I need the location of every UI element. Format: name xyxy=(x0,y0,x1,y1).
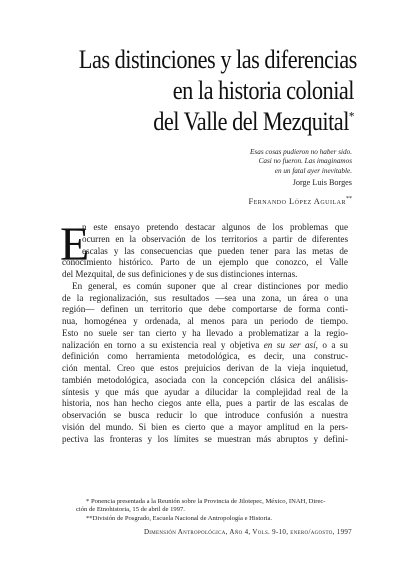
article-body xyxy=(60,218,348,445)
title-line-1: Las distinciones y las diferencias xyxy=(78,45,357,74)
footnote-1: * Ponencia presentada a la Reunión sobre la Provincia de Jilotepec, México, INAH, Direc- xyxy=(86,498,326,505)
body-line: de la regionalización, sus resultados —sea una zona, un área o una xyxy=(62,292,348,303)
body-line: escalas y las consecuencias que pueden tener para las metas de xyxy=(82,245,348,256)
body-line: ocurren en la observación de los territorios a partir de diferentes xyxy=(82,233,348,244)
body-line: ción mental. Creo que estos prejuicios derivan de la vieja inquietud, xyxy=(62,363,348,373)
footnotes xyxy=(76,498,350,523)
body-line: síntesis y que más que ayudar a dilucidar la complejidad real de la xyxy=(62,386,348,397)
body-line: observación se busca reducir lo que introduce confusión a nuestra xyxy=(62,410,348,420)
body-line: Esto no suele ser tan cierto y ha llevado a problematizar a la regio- xyxy=(62,327,348,338)
epigraph-author: Jorge Luis Borges xyxy=(292,178,352,188)
drop-cap: E xyxy=(60,218,90,271)
title-footnote-marker: * xyxy=(348,108,354,124)
body-line: n este ensayo pretendo destacar algunos de los problemas que xyxy=(82,222,348,232)
journal-footer: Dimensión Antropológica, Año 4, Vols. 9-10, enero/agosto, 1997 xyxy=(143,528,352,536)
body-line: también metodológica, asociada con la concepción clásica del análisis- xyxy=(62,374,348,385)
article-title xyxy=(78,44,357,137)
body-line: definición como herramienta metodológica, es decir, una construc- xyxy=(62,351,348,362)
title-line-3 xyxy=(79,106,354,137)
body-line: nua, homogénea y ordenada, al menos para un periodo de tiempo. xyxy=(62,316,348,326)
epigraph xyxy=(192,148,352,188)
body-line: pectiva las fronteras y los límites se muestran más abruptos y defini- xyxy=(62,433,348,444)
epigraph-line-1: Esas cosas pudieron no haber sido. xyxy=(250,148,352,156)
body-line: del Mezquital, de sus definiciones y de sus distinciones internas. xyxy=(62,269,298,279)
epigraph-line-3: en un fatal ayer inevitable. xyxy=(274,166,352,175)
body-line: En general, es común suponer que al crear distinciones por medio xyxy=(72,280,348,291)
footnote-2: **División de Posgrado, Escuela Nacional de Antropología e Historia. xyxy=(86,514,273,522)
body-line-part: , o a su xyxy=(315,339,348,350)
epigraph-line-2: Casi no fueron. Las imaginamos xyxy=(258,157,352,166)
title-line-3-text: del Valle del Mezquital xyxy=(153,107,349,136)
title-line-2: en la historia colonial xyxy=(172,76,354,105)
article-author xyxy=(248,196,352,206)
body-line-part: nalización en torno a su existencia real y objetiva xyxy=(62,339,260,350)
body-line: región— definen un territorio que debe comportarse de forma conti- xyxy=(62,304,348,315)
author-name: Fernando López Aguilar xyxy=(248,196,346,206)
body-line-italic: en su ser así xyxy=(263,339,316,350)
body-line: visión del mundo. Si bien es cierto que a mayor amplitud en la pers- xyxy=(62,421,348,432)
body-line: conocimiento histórico. Parto de un ejemplo que conozco, el Valle xyxy=(62,257,348,268)
author-footnote-marker: ** xyxy=(346,196,352,202)
body-line: historia, nos han hecho ciegos ante ella, pues a partir de las escalas de xyxy=(62,398,348,409)
footnote-1-cont: ción de Etnohistoria, 15 de abril de 1997. xyxy=(76,506,185,514)
body-line xyxy=(62,340,348,352)
